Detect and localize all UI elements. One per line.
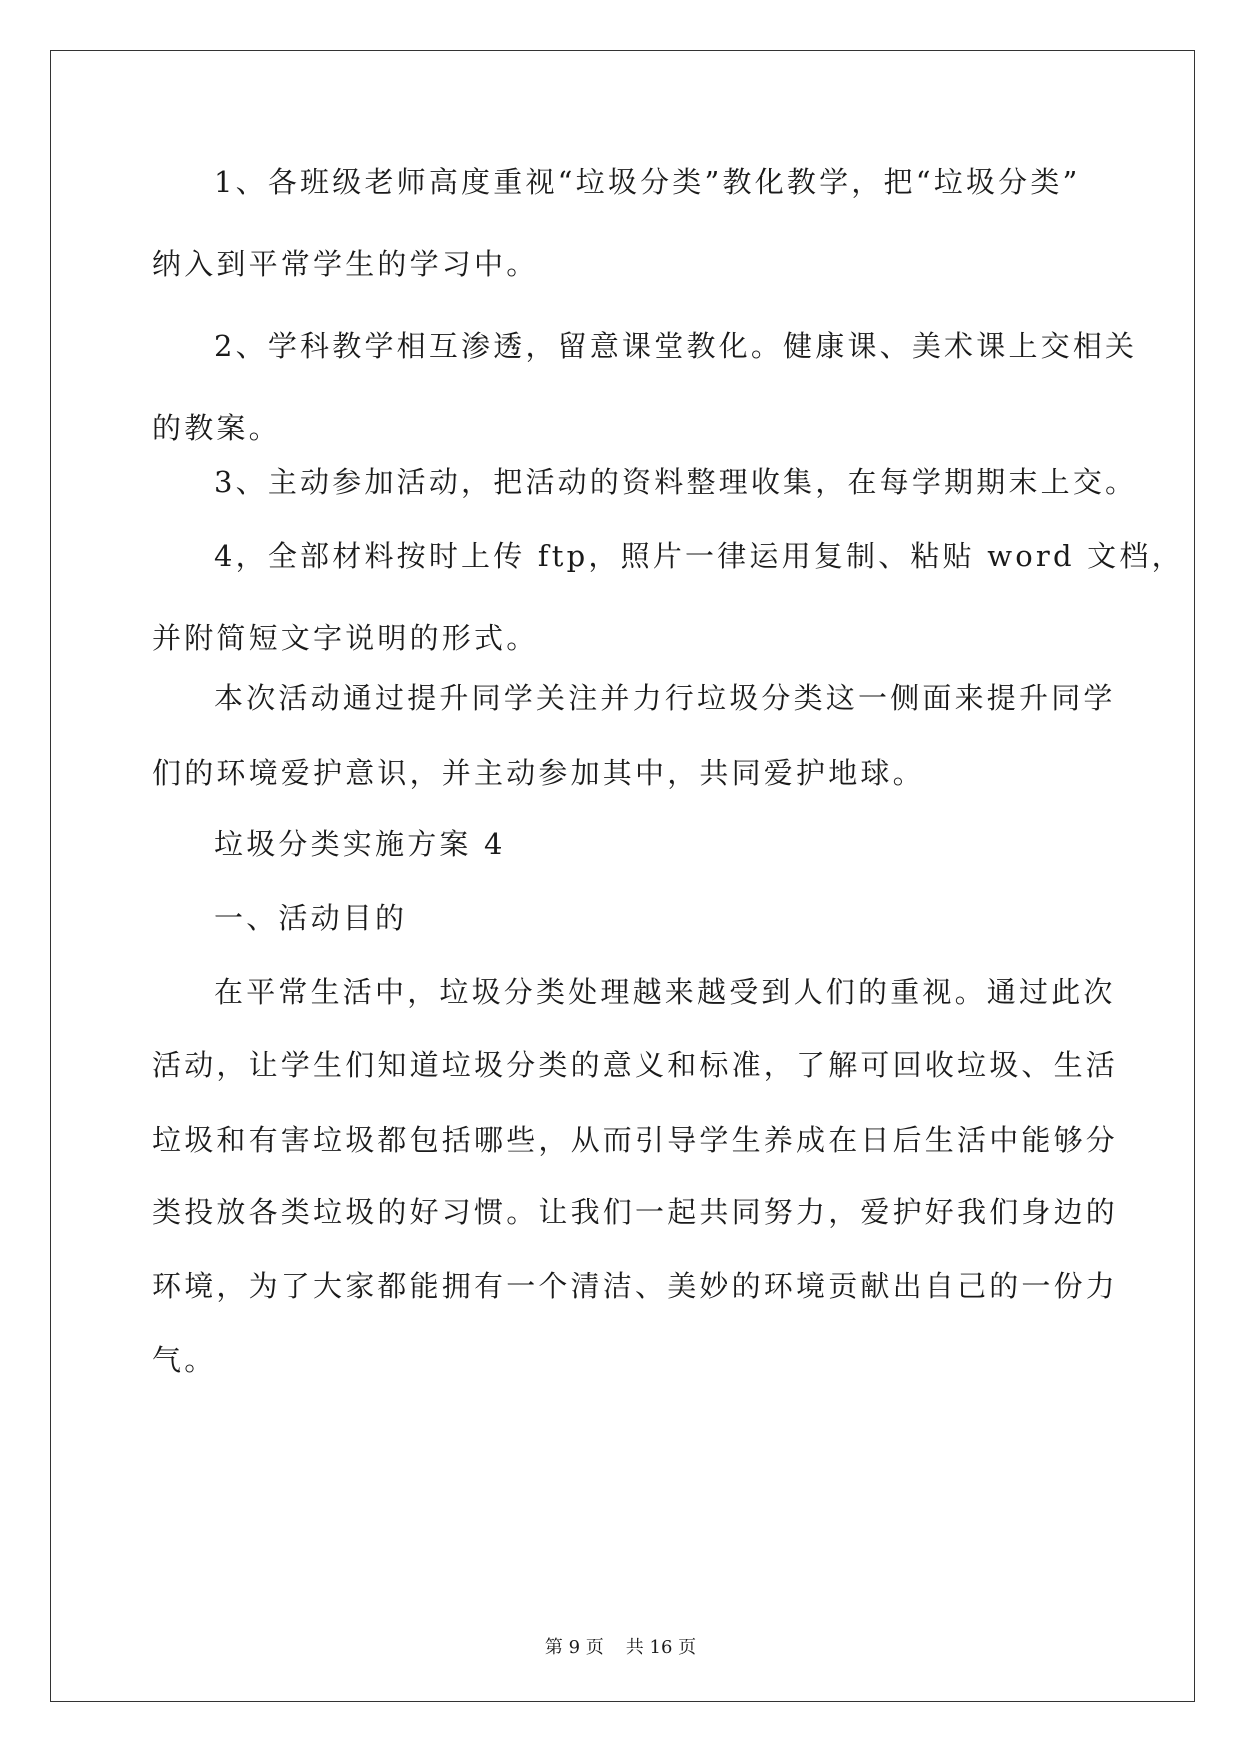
paragraph-6-line-5: 环境，为了大家都能拥有一个清洁、美妙的环境贡献出自己的一份力 <box>152 1269 1119 1303</box>
page-total: 共 16 页 <box>625 1637 697 1658</box>
section-heading: 垃圾分类实施方案 4 <box>214 827 506 861</box>
paragraph-5-line-2: 们的环境爱护意识，并主动参加其中，共同爱护地球。 <box>152 756 925 790</box>
paragraph-1-line-1: 1、各班级老师高度重视“垃圾分类”教化教学，把“垃圾分类” <box>214 165 1081 199</box>
paragraph-2-line-2: 的教案。 <box>152 411 281 445</box>
paragraph-5-line-1: 本次活动通过提升同学关注并力行垃圾分类这一侧面来提升同学 <box>214 681 1116 715</box>
paragraph-4-line-2: 并附简短文字说明的形式。 <box>152 621 539 655</box>
subsection-heading: 一、活动目的 <box>214 901 408 935</box>
paragraph-1-line-2: 纳入到平常学生的学习中。 <box>152 247 539 281</box>
paragraph-6-line-4: 类投放各类垃圾的好习惯。让我们一起共同努力，爱护好我们身边的 <box>152 1195 1119 1229</box>
page-number: 第 9 页 <box>544 1637 604 1658</box>
paragraph-2-line-1: 2、学科教学相互渗透，留意课堂教化。健康课、美术课上交相关 <box>214 329 1138 363</box>
paragraph-6-line-2: 活动，让学生们知道垃圾分类的意义和标准，了解可回收垃圾、生活 <box>152 1048 1119 1082</box>
paragraph-6-line-1: 在平常生活中，垃圾分类处理越来越受到人们的重视。通过此次 <box>214 975 1116 1009</box>
paragraph-3-line-1: 3、主动参加活动，把活动的资料整理收集，在每学期期末上交。 <box>214 465 1138 499</box>
paragraph-6-line-3: 垃圾和有害垃圾都包括哪些，从而引导学生养成在日后生活中能够分 <box>152 1123 1119 1157</box>
paragraph-6-line-6: 气。 <box>152 1343 217 1377</box>
page-footer <box>0 1636 1241 1660</box>
paragraph-4-line-1: 4，全部材料按时上传 ftp，照片一律运用复制、粘贴 word 文档， <box>214 539 1184 573</box>
page-border <box>50 50 1195 1702</box>
